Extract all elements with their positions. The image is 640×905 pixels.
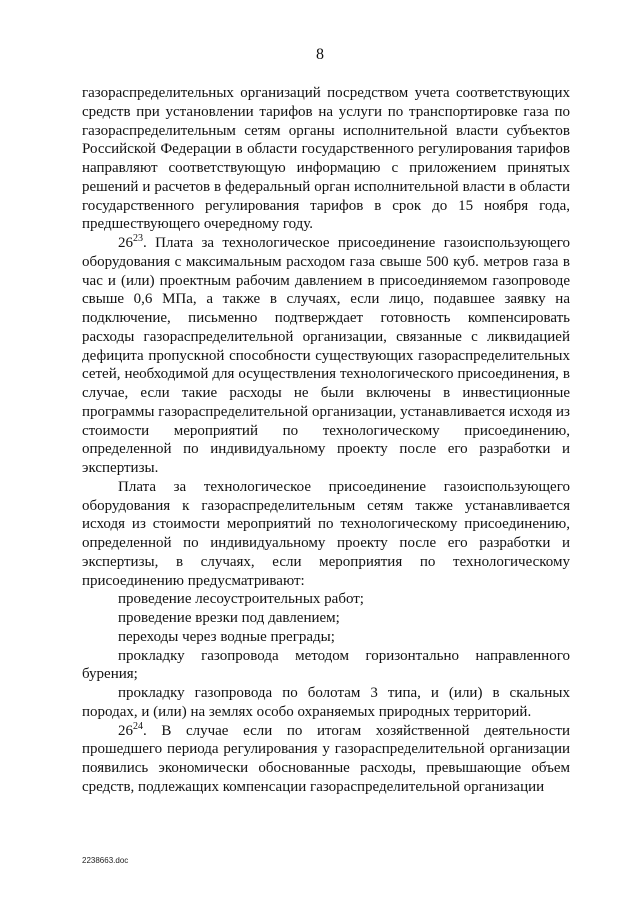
paragraph-26-23 (82, 234, 570, 478)
file-name-footer: 2238663.doc (82, 856, 129, 865)
page-number: 8 (316, 46, 324, 63)
document-body (82, 84, 570, 797)
paragraph-continuation: газораспределительных организаций посредством учета соответствующих средств при установлении тарифов на услуги по транспортировке газа по газораспределительным сетям органы исполнительной власти субъектов Российской Федерации в области государственного регулирования тарифов направляют соответствующую информацию с приложением принятых решений и расчетов в федеральный орган исполнительной власти в области государственного регулирования тарифов в срок до 15 ноября года, предшествующего очередному году. (82, 85, 570, 233)
paragraph-additional-cases: Плата за технологическое присоединение газоиспользующего оборудования к газораспределительным сетям также устанавливается исходя из стоимости мероприятий по технологическому присоединению, определенной по индивидуальному проекту после его разработки и экспертизы, в случаях, если мероприятия по технологическому присоединению предусматривают: (82, 478, 570, 589)
list-item: проведение врезки под давлением; (118, 610, 340, 626)
list-item: проведение лесоустроительных работ; (118, 591, 364, 608)
clause-superscript: 23 (133, 233, 143, 244)
clause-text: . Плата за технологическое присоединение газоиспользующего оборудования с максимальным расходом газа свыше 500 куб. метров газа в час и (или) проектным рабочим давлением в присоединяемом газопроводе свыше 0,6 МПа, а также в случаях, если лицо, подавшее заявку на подключение, письменно подтверждает готовность компенсировать расходы газораспределительной организации, связанные с ликвидацией дефицита пропускной способности существующих газораспределительных сетей, необходимой для осуществления технологического присоединения, в случае, если такие расходы не были включены в инвестиционные программы газораспределительной организации, устанавливается исходя из стоимости мероприятий по технологическому присоединению, определенной по индивидуальному проекту после его разработки и экспертизы. (82, 235, 570, 476)
paragraph-26-24 (82, 722, 570, 797)
clause-number: 26 (118, 235, 133, 251)
list-item: переходы через водные преграды; (118, 628, 335, 645)
clause-superscript: 24 (133, 720, 143, 732)
list-item: прокладку газопровода по болотам 3 типа, и (или) в скальных породах, и (или) на землях особо охраняемых природных территорий. (82, 685, 570, 720)
list-item: прокладку газопровода методом горизонтально направленного бурения; (82, 647, 570, 683)
clause-text: . В случае если по итогам хозяйственной деятельности прошедшего периода регулирования у газораспределительной организации появились экономически обоснованные расходы, превышающие объем средств, подлежащих компенсации газораспределительной организации (82, 722, 570, 795)
clause-number: 26 (118, 722, 133, 739)
